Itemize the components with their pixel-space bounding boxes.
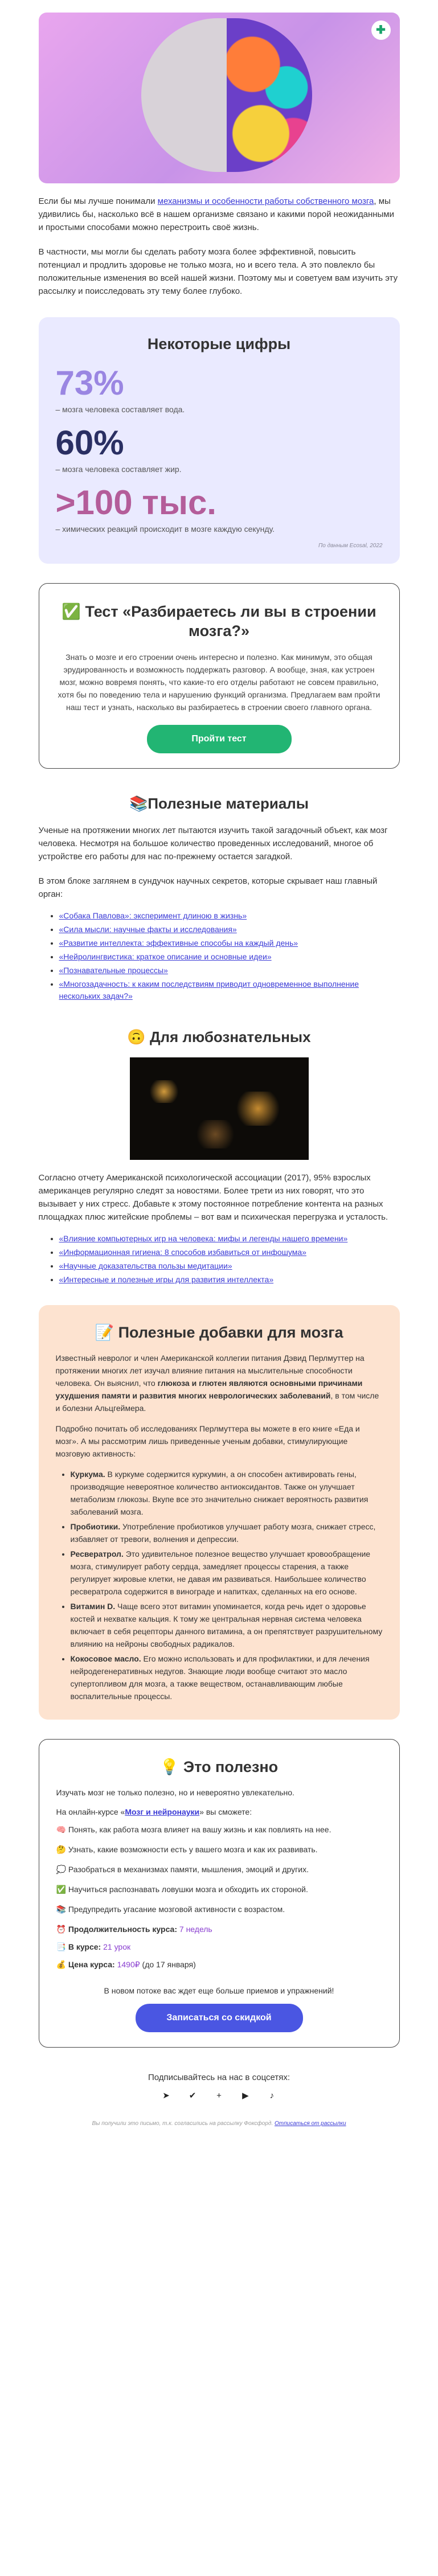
list-item [59,924,400,936]
email-container [39,0,400,2137]
supplement-name: Ресвератрол. [70,1549,124,1558]
intro-paragraph-1 [39,195,400,234]
article-link[interactable]: «Сила мысли: научные факты и исследования» [59,925,237,934]
lessons-value: 21 урок [101,1942,131,1951]
price-note: (до 17 января) [140,1960,196,1969]
cta-text: В новом потоке вас ждет еще больше приемов и упражнений! [104,1986,334,1995]
unsubscribe-link[interactable]: Отписаться от рассылки [275,2120,346,2127]
materials-title: 📚Полезные материалы [129,795,309,812]
supplement-text: Чаще всего этот витамин упоминается, когда речь идет о здоровье костей и нехватке кальция. К тому же центральная нервная система человека включает в себя рецепторы данного витамина, а он препятствует разрушительному влиянию на нейроны свободных радикалов. [70,1602,383,1648]
supplements-list [56,1468,383,1703]
materials-link-list [39,910,400,1002]
curious-paragraph: Согласно отчету Американской психологической ассоциации (2017), 95% взрослых американцев регулярно следят за новостями. Более трети из них говорят, что это вызывает у них стресс. Добавьте к этому постоянное потребление контента на разных площадках плюс житейские проблемы – вот вам и психическая перегрузка и усталость. [38,1173,388,1222]
course-price [56,1960,382,1970]
useful-title: 💡 Это полезно [159,1758,279,1775]
supplement-text: В куркуме содержится куркумин, а он способен активировать гены, производящие невероятное количество антиоксидантов. Также он улучшает метаболизм глюкозы. Вкупе все это значительно снижает вероятность развития заболеваний мозга. [70,1470,369,1516]
list-item [71,1468,383,1518]
stat-number: >100 тыс. [55,483,216,522]
supplements-card [39,1305,400,1720]
duration-value: 7 недель [177,1925,212,1934]
price-label: 💰 Цена курса: [56,1960,115,1969]
stats-card [39,317,400,564]
stats-source: По данным Ecosal, 2022 [318,543,383,549]
article-link[interactable]: «Интересные и полезные игры для развития интеллекта» [59,1275,274,1284]
benefit-item: 🧠 Понять, как работа мозга влияет на вашу жизнь и как повлиять на нее. [56,1825,331,1834]
article-link[interactable]: «Нейролингвистика: краткое описание и основные идеи» [59,952,272,961]
supplement-name: Кокосовое масло. [70,1654,141,1663]
take-test-button[interactable]: Пройти тест [147,725,292,753]
benefit-item: ✅ Научиться распознавать ловушки мозга и обходить их стороной. [56,1885,308,1894]
light-glow [147,1080,181,1103]
supplements-bold-text: глюкоза и глютен являются основными причинами ухудшения памяти и развития многих неврологических заболеваний [55,1379,363,1400]
intro-text-tail: , мы удивились бы, насколько всё в нашем организме связано и какими порой неожиданными и простыми способами можно перестроить своё жизнь. [38,196,394,232]
course-link[interactable]: Мозг и нейронауки [125,1807,200,1816]
supplements-paragraph-2: Подробно почитать об исследованиях Перлмуттера вы можете в его книге «Еда и мозг». А мы рассмотрим лишь приведенные ученым добавки, стимулирующие мозговую активность: [55,1424,360,1458]
article-link[interactable]: «Многозадачность: к каким последствиям приводит одновременное выполнение нескольких задач?» [59,979,359,1000]
list-item [71,1548,383,1598]
supplements-paragraph-1 [56,1352,383,1414]
brain-right-half-image [227,18,312,172]
article-link[interactable]: «Познавательные процессы» [59,966,168,975]
useful-text: На онлайн-курсе « [56,1807,125,1816]
useful-paragraph-2 [56,1806,382,1818]
quiz-title: ✅ Тест «Разбираетесь ли вы в строении мозга?» [62,603,376,639]
supplement-text: Это удивительное полезное вещество улучшает кровообращение мозга, стимулирует работу сердца, замедляет процессы старения, а также регулирует жировые клетки, не давая им развиваться. Наибольшее количество ресвератрола содержится в винограде и напитках, сделанных на его основе. [70,1549,371,1596]
supplement-text: Его можно использовать и для профилактики, и для лечения нейродегенеративных недугов. Знающие люди вообще считают это масло супертопливом для мозга, а также веществом, останавливающим любые воспалительные процессы. [70,1654,370,1701]
supplement-text: Употребление пробиотиков улучшает работу мозга, снижает стресс, избавляет от тревоги, волнения и депрессии. [70,1522,376,1544]
stat-description: – мозга человека составляет жир. [55,465,182,474]
list-item [59,937,400,949]
article-link[interactable]: «Влияние компьютерных игр на человека: мифы и легенды нашего времени» [59,1234,348,1243]
materials-paragraph-2: В этом блоке заглянем в сундучок научных секретов, которые скрывает наш главный орган: [38,876,378,899]
useful-paragraph-1: Изучать мозг не только полезно, но и невероятно увлекательно. [56,1788,294,1797]
tiktok-icon[interactable]: ♪ [269,2091,275,2101]
supplement-name: Куркума. [70,1470,105,1479]
duration-label: ⏰ Продолжительность курса: [56,1925,177,1934]
list-item [59,965,400,977]
brain-mechanisms-link[interactable]: механизмы и особенности работы собственного мозга [157,196,374,206]
telegram-icon[interactable]: ➤ [162,2091,170,2101]
disclaimer-text: Вы получили это письмо, т.к. согласились на рассылку Фоксфорд. [92,2120,275,2127]
benefit-item: 🤔 Узнать, какие возможности есть у вашего мозга и как их развивать. [56,1845,318,1854]
curious-title: 🙃 Для любознательных [127,1028,311,1045]
list-item [59,1246,400,1258]
article-link[interactable]: «Собака Павлова»: эксперимент длиною в жизнь» [59,911,247,920]
materials-paragraph-1: Ученые на протяжении многих лет пытаются изучить такой загадочный объект, как мозг человека. Несмотря на большое количество проведенных исследований, многое об устройстве его работы для нас по-прежнему остается загадкой. [38,826,388,862]
useful-card [39,1739,400,2048]
list-item [71,1652,383,1703]
list-item [59,910,400,922]
list-item [59,1260,400,1272]
brain-left-half-image [141,18,227,172]
stats-title: Некоторые цифры [147,335,291,352]
intro-text: Если бы мы лучше понимали [38,196,158,206]
course-duration [56,1925,382,1934]
light-glow [232,1092,284,1126]
list-item [59,1274,400,1286]
stat-number: 60% [55,424,124,462]
social-icons [39,2090,400,2103]
price-value: 1490₽ [114,1960,140,1969]
lessons-label: 📑 В курсе: [56,1942,101,1951]
social-title: Подписывайтесь на нас в соцсетях: [148,2073,290,2082]
vk-icon[interactable]: ✔ [189,2091,197,2101]
supplements-text: Известный невролог и член Американской коллегии питания Дэвид Перлмуттер на протяжении многих лет изучал влияние питания на мыслительные способности человека. Он выяснил, что [55,1353,365,1388]
supplement-name: Витамин D. [70,1602,116,1611]
supplements-title: 📝 Полезные добавки для мозга [95,1324,343,1341]
supplements-text-tail: , в том числе и болезни Альцгеймера. [55,1391,379,1413]
benefit-item: 💭 Разобраться в механизмах памяти, мышления, эмоций и других. [56,1865,309,1874]
news-video-image [130,1057,309,1160]
footer-disclaimer [39,2120,400,2127]
course-lessons [56,1942,382,1952]
quiz-card [39,583,400,769]
stat-number: 73% [55,364,124,402]
useful-text-tail: » вы сможете: [199,1807,252,1816]
list-item [59,1233,400,1245]
hero-banner [39,13,400,183]
list-item [71,1520,383,1545]
list-item [71,1600,383,1650]
enroll-discount-button[interactable]: Записаться со скидкой [136,2004,303,2032]
stat-description: – химических реакций происходит в мозге каждую секунду. [55,524,275,534]
stat-description: – мозга человека составляет вода. [55,405,185,414]
intro-paragraph-2: В частности, мы могли бы сделать работу мозга более эффективной, повысить потенциал и продлить здоровье не только мозга, но и всего тела. А это повлекло бы положительные изменения во всей нашей жизни. Поэтому мы и советуем вам изучить эту рассылку и поисследовать эту тему более глубоко. [38,247,398,296]
quiz-text: Знать о мозге и его строении очень интересно и полезно. Как минимум, это общая эрудированность и возможность поддержать разговор. А вообще, зная, как устроен мозг, можно вовремя понять, что какие-то его отделы работают не совсем правильно, хотя бы по поведению тела и нарушению функций организма. Предлагаем вам пройти наш тест и узнать, насколько вы разбираетесь в строении своего главного органа. [58,653,380,712]
foxford-logo-icon[interactable]: ✚ [371,20,391,40]
curious-link-list [39,1233,400,1286]
supplement-name: Пробиотики. [70,1522,121,1531]
article-link[interactable]: «Развитие интеллекта: эффективные способы на каждый день» [59,938,298,947]
plus-icon[interactable]: + [216,2091,222,2101]
list-item [59,978,400,1002]
benefit-item: 📚 Предупредить угасание мозговой активности с возрастом. [56,1905,285,1914]
list-item [59,951,400,963]
article-link[interactable]: «Информационная гигиена: 8 способов избавиться от инфошума» [59,1248,306,1257]
light-glow [193,1120,238,1148]
youtube-icon[interactable]: ▶ [242,2091,249,2101]
article-link[interactable]: «Научные доказательства пользы медитации» [59,1261,232,1270]
